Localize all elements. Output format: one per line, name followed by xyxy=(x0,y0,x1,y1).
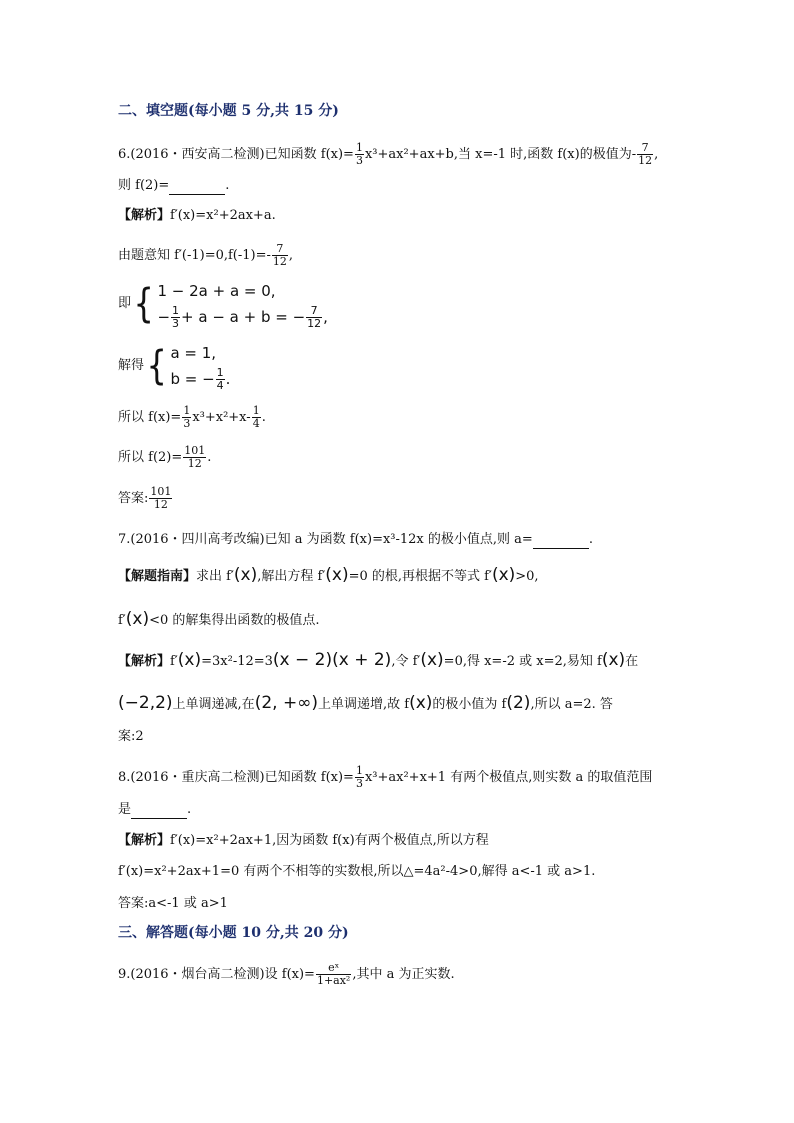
fraction: $\frac{7}{12}$ xyxy=(272,242,287,268)
fraction: $\frac{\text{eˣ}}{\text{1+ax²}}$ xyxy=(316,961,351,987)
answer-blank xyxy=(169,178,225,195)
left-brace-icon: { xyxy=(146,343,167,389)
q8-answer: 答案:a<-1 或 a>1 xyxy=(118,896,228,911)
q8-stem: 8.(2016・重庆高二检测)已知函数 f(x)= $\frac{1}{3}$ x³+ax²+x+1 有两个极值点,则实数 a 的取值范围 xyxy=(118,764,653,790)
q6-f2: 所以 f(2)= $\frac{101}{12}$ . xyxy=(118,444,212,470)
q7-answer: 案:2 xyxy=(118,729,144,744)
left-brace-icon: { xyxy=(133,281,154,327)
q7-guide-1: 【解题指南】求出 f′(x),解出方程 f′(x)=0 的根,再根据不等式 f′(x)>0, xyxy=(118,565,539,585)
equation-system: { a = 1, b = − $\frac{1}{4}$ . xyxy=(146,343,231,392)
q7-guide-2: f′(x)<0 的解集得出函数的极值点. xyxy=(118,609,320,629)
q6-system-1: 即 { 1 − 2a + a = 0, − $\frac{1}{3}$ + a − a + b = − $\frac{7}{12}$ , xyxy=(118,278,328,330)
q7-stem: 7.(2016・四川高考改编)已知 a 为函数 f(x)=x³-12x 的极小值点,则 a= . xyxy=(118,532,593,547)
q7-analysis-2: (−2,2)上单调递减,在(2, +∞)上单调递增,故 f(x)的极小值为 f(2),所以 a=2. 答 xyxy=(118,693,613,713)
answer-blank xyxy=(131,802,187,819)
q7-analysis-1: 【解析】f′(x)=3x²-12=3(x − 2)(x + 2),令 f′(x)=0,得 x=-2 或 x=2,易知 f(x)在 xyxy=(118,650,639,670)
q8-analysis-2: f′(x)=x²+2ax+1=0 有两个不相等的实数根,所以△=4a²-4>0,解得 a<-1 或 a>1. xyxy=(118,864,596,879)
q6-analysis: 【解析】f′(x)=x²+2ax+a. xyxy=(118,208,276,223)
fraction: $\frac{1}{3}$ xyxy=(355,764,363,790)
section-3-title: 三、解答题(每小题 10 分,共 20 分) xyxy=(118,925,349,941)
fraction: $\frac{7}{12}$ xyxy=(638,141,653,167)
fraction: $\frac{1}{3}$ xyxy=(355,141,363,167)
q6-answer: 答案: $\frac{101}{12}$ xyxy=(118,485,172,511)
equation-system: { 1 − 2a + a = 0, − $\frac{1}{3}$ + a − a + b = − $\frac{7}{12}$ , xyxy=(133,281,328,330)
q9-stem: 9.(2016・烟台高二检测)设 f(x)= $\frac{\text{eˣ}}{\text{1+ax²}}$ ,其中 a 为正实数. xyxy=(118,961,455,987)
q6-stem: 6.(2016・西安高二检测)已知函数 f(x)= $\frac{1}{3}$ x³+ax²+ax+b,当 x=-1 时,函数 f(x)的极值为- $\frac{7}{12}$ , xyxy=(118,141,659,167)
section-2-title: 二、填空题(每小题 5 分,共 15 分) xyxy=(118,103,339,119)
q8-analysis-1: 【解析】f′(x)=x²+2ax+1,因为函数 f(x)有两个极值点,所以方程 xyxy=(118,833,489,848)
answer-blank xyxy=(533,532,589,549)
q6-blank-line: 则 f(2)= . xyxy=(118,178,230,193)
q6-fx: 所以 f(x)= $\frac{1}{3}$ x³+x²+x- $\frac{1}{4}$ . xyxy=(118,404,266,430)
q6-condition: 由题意知 f′(-1)=0,f(-1)=- $\frac{7}{12}$ , xyxy=(118,242,294,268)
q6-system-2: 解得 { a = 1, b = − $\frac{1}{4}$ . xyxy=(118,340,230,392)
q8-blank-line: 是 . xyxy=(118,802,192,817)
